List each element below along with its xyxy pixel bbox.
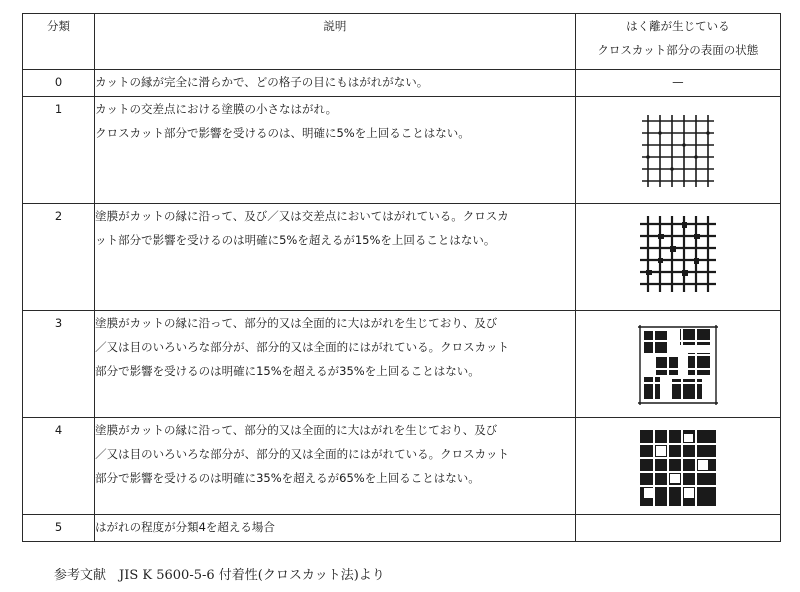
description-cell: [95, 311, 576, 418]
table-row: [23, 311, 781, 418]
table-header-row: [23, 14, 781, 70]
class-number: 5: [23, 515, 95, 542]
table-row: [23, 515, 781, 542]
appearance-cell: [575, 515, 780, 542]
class-number: 0: [23, 70, 95, 97]
description-line: 部分で影響を受けるのは明確に15%を超えるが35%を上回ることはない。: [95, 364, 480, 378]
appearance-cell: [575, 70, 780, 97]
table-row: [23, 204, 781, 311]
appearance-cell: [575, 418, 780, 515]
appearance-cell: [575, 204, 780, 311]
class-number: 1: [23, 97, 95, 204]
crosscut-class2-icon: [638, 214, 718, 294]
description-line: 塗膜がカットの縁に沿って、部分的又は全面的に大はがれを生じており、及び: [95, 423, 498, 437]
header-class: 分類: [23, 14, 95, 70]
description-cell: [95, 515, 576, 542]
description-cell: [95, 418, 576, 515]
description-line: はがれの程度が分類4を超える場合: [95, 520, 275, 534]
description-line: カットの縁が完全に滑らかで、どの格子の目にもはがれがない。: [95, 75, 429, 89]
description-line: ／又は目のいろいろな部分が、部分的又は全面的にはがれている。クロスカット: [95, 340, 509, 354]
class-number: 3: [23, 311, 95, 418]
description-line: 部分で影響を受けるのは明確に35%を超えるが65%を上回ることはない。: [95, 471, 480, 485]
description-line: ／又は目のいろいろな部分が、部分的又は全面的にはがれている。クロスカット: [95, 447, 509, 461]
appearance-cell: [575, 97, 780, 204]
table-row: [23, 418, 781, 515]
table-row: [23, 97, 781, 204]
no-peeling-dash: —: [672, 75, 684, 89]
crosscut-class3-icon: [636, 323, 720, 407]
description-cell: [95, 70, 576, 97]
description-cell: [95, 204, 576, 311]
crosscut-class1-icon: [640, 113, 716, 189]
crosscut-class4-icon: [636, 426, 720, 510]
description-line: ット部分で影響を受けるのは明確に5%を超えるが15%を上回ることはない。: [95, 233, 496, 247]
header-description: 説明: [95, 14, 576, 70]
description-line: カットの交差点における塗膜の小さなはがれ。: [95, 102, 338, 116]
description-line: 塗膜がカットの縁に沿って、及び／又は交差点においてはがれている。クロスカ: [95, 209, 509, 223]
source-reference: 参考文献 JIS K 5600-5-6 付着性(クロスカット法)より: [54, 568, 385, 583]
appearance-cell: [575, 311, 780, 418]
header-appearance: [575, 14, 780, 70]
class-number: 4: [23, 418, 95, 515]
table-row: [23, 70, 781, 97]
crosscut-classification-table: [22, 13, 781, 542]
header-appearance-line1: はく離が生じている: [626, 19, 730, 33]
description-line: 塗膜がカットの縁に沿って、部分的又は全面的に大はがれを生じており、及び: [95, 316, 498, 330]
header-appearance-line2: クロスカット部分の表面の状態: [597, 43, 759, 57]
description-cell: [95, 97, 576, 204]
class-number: 2: [23, 204, 95, 311]
description-line: クロスカット部分で影響を受けるのは、明確に5%を上回ることはない。: [95, 126, 470, 140]
